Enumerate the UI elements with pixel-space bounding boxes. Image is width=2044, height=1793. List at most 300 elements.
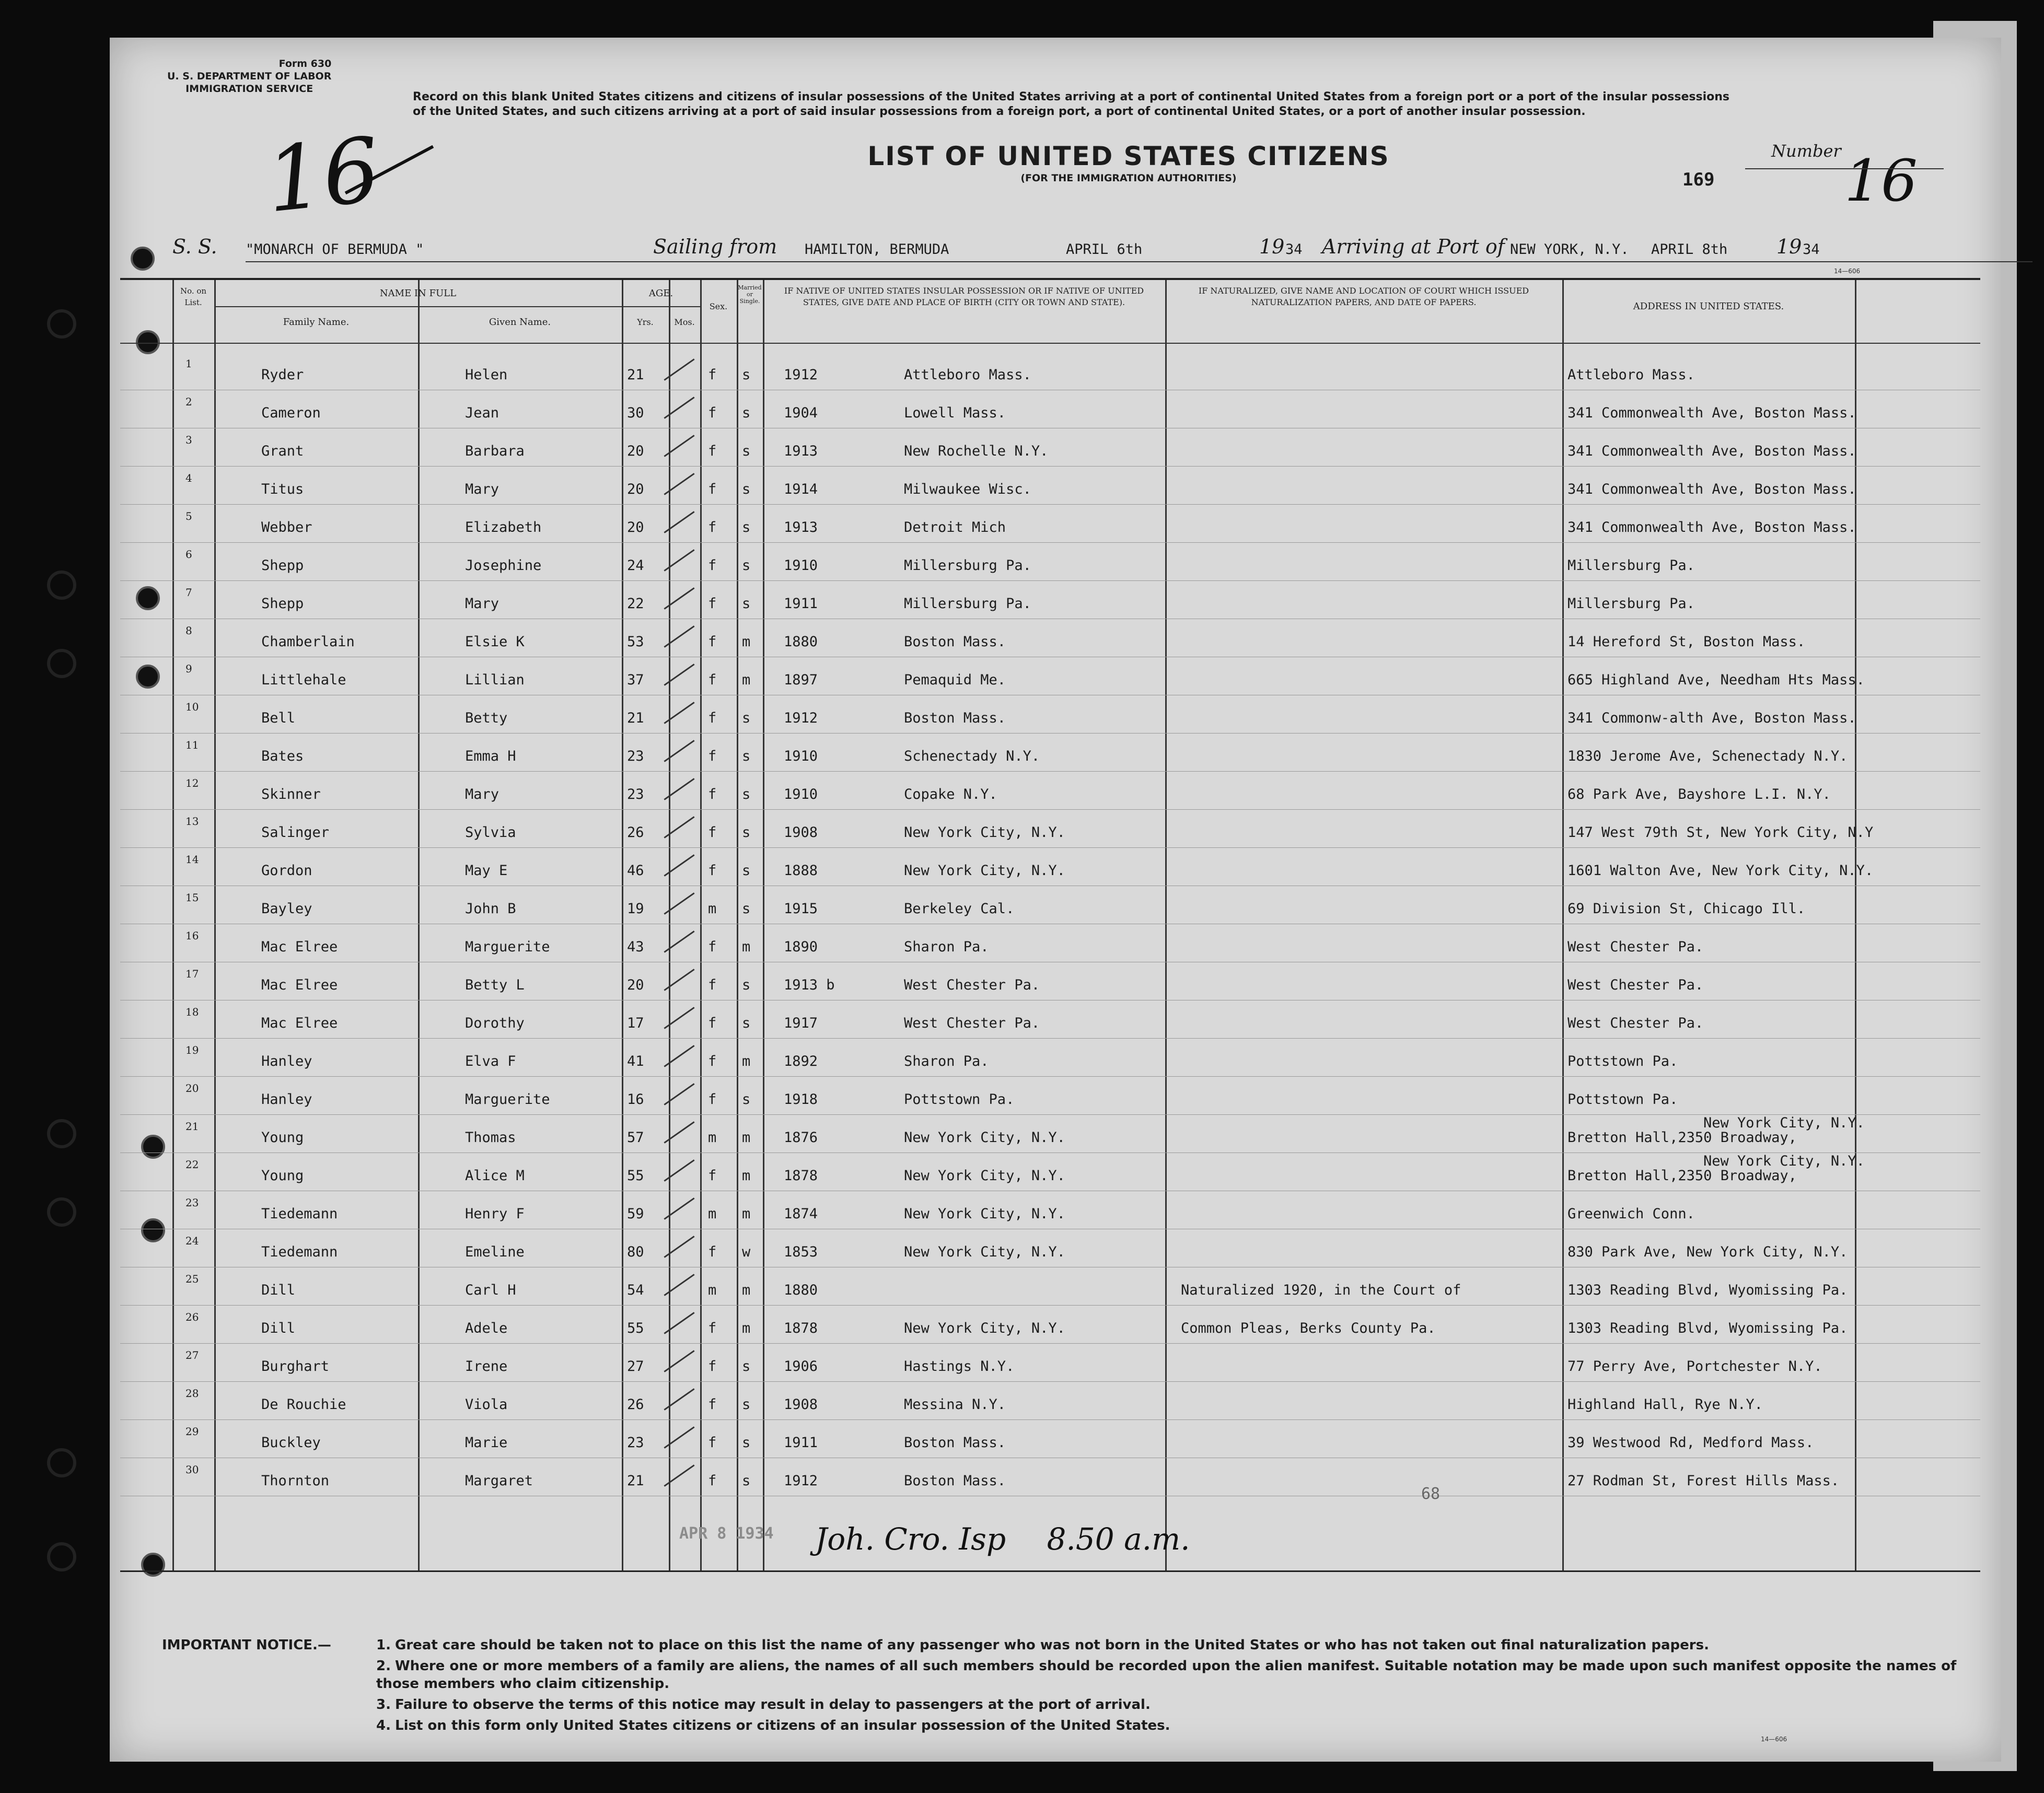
notice-text: Where one or more members of a family are aliens, the names of all such members should be recorded upon the alien manifest. Suitable notation may be made upon such manifest opposite the names of those members who claim citizenship. xyxy=(376,1658,1957,1692)
given-name: Alice M xyxy=(465,1168,525,1184)
sex: f xyxy=(708,1435,717,1451)
birth-place: Hastings N.Y. xyxy=(904,1358,1015,1375)
birth-year: 1910 xyxy=(784,748,818,764)
marital-status: s xyxy=(742,1473,751,1489)
table-row xyxy=(120,696,1980,735)
age-years: 22 xyxy=(627,596,644,612)
row-number: 16 xyxy=(185,929,199,942)
address: 830 Park Ave, New York City, N.Y. xyxy=(1567,1244,1848,1260)
naturalization: Common Pleas, Berks County Pa. xyxy=(1181,1320,1436,1336)
check-mark xyxy=(664,1197,694,1220)
check-mark xyxy=(664,587,694,610)
given-name: Mary xyxy=(465,786,500,802)
sex: f xyxy=(708,863,717,879)
given-name: Margaret xyxy=(465,1473,533,1489)
table-row xyxy=(120,925,1980,964)
number-label: Number xyxy=(1771,141,1841,161)
table-row xyxy=(120,1002,1980,1040)
table-row xyxy=(120,811,1980,849)
sex: f xyxy=(708,710,717,726)
arrival-year: 34 xyxy=(1803,241,1820,258)
given-name: Henry F xyxy=(465,1206,525,1222)
given-name: Jean xyxy=(465,405,500,421)
notice-item xyxy=(376,1696,1996,1714)
check-mark xyxy=(664,1388,694,1411)
birth-place: Messina N.Y. xyxy=(904,1396,1006,1413)
address: West Chester Pa. xyxy=(1567,939,1704,955)
binder-ring xyxy=(47,309,76,339)
row-number: 8 xyxy=(185,624,192,637)
birth-year: 1904 xyxy=(784,405,818,421)
address: 665 Highland Ave, Needham Hts Mass. xyxy=(1567,672,1865,688)
naturalization: Naturalized 1920, in the Court of xyxy=(1181,1282,1461,1298)
age-years: 55 xyxy=(627,1320,644,1336)
address: Millersburg Pa. xyxy=(1567,596,1695,612)
marital-status: s xyxy=(742,824,751,841)
given-name: May E xyxy=(465,863,508,879)
row-number: 17 xyxy=(185,968,199,980)
row-number: 18 xyxy=(185,1006,199,1018)
address: 147 West 79th St, New York City, N.Y xyxy=(1567,824,1874,841)
check-mark xyxy=(664,549,694,572)
age-years: 21 xyxy=(627,367,644,383)
birth-year: 1917 xyxy=(784,1015,818,1031)
row-number: 30 xyxy=(185,1463,199,1476)
family-name: De Rouchie xyxy=(261,1396,346,1413)
given-name: Barbara xyxy=(465,443,525,459)
birth-year: 1910 xyxy=(784,786,818,802)
age-years: 23 xyxy=(627,748,644,764)
birth-place: New York City, N.Y. xyxy=(904,1320,1065,1336)
notice-text: Failure to observe the terms of this notice may result in delay to passengers at the port of arrival. xyxy=(395,1697,1151,1713)
row-number: 23 xyxy=(185,1196,199,1209)
ship-name: "MONARCH OF BERMUDA " xyxy=(246,241,424,258)
family-name: Shepp xyxy=(261,596,304,612)
marital-status: s xyxy=(742,481,751,497)
family-name: Salinger xyxy=(261,824,330,841)
age-years: 26 xyxy=(627,824,644,841)
birth-year: 1878 xyxy=(784,1168,818,1184)
birth-place: Boston Mass. xyxy=(904,1473,1006,1489)
header-years: Yrs. xyxy=(637,317,654,327)
row-number: 4 xyxy=(185,472,192,484)
birth-place: New York City, N.Y. xyxy=(904,863,1065,879)
birth-place: New York City, N.Y. xyxy=(904,1130,1065,1146)
address: Highland Hall, Rye N.Y. xyxy=(1567,1396,1763,1413)
given-name: Dorothy xyxy=(465,1015,525,1031)
age-years: 27 xyxy=(627,1358,644,1375)
header-family-name: Family Name. xyxy=(283,317,350,328)
birth-place: Schenectady N.Y. xyxy=(904,748,1040,764)
birth-place: Berkeley Cal. xyxy=(904,901,1015,917)
family-name: Littlehale xyxy=(261,672,346,688)
arriving-label: Arriving at Port of xyxy=(1322,235,1505,258)
notice-text: Great care should be taken not to place on this list the name of any passenger who was not born in the United States or who has not taken out final naturalization papers. xyxy=(395,1637,1709,1653)
service-name: IMMIGRATION SERVICE xyxy=(185,83,313,95)
marital-status: s xyxy=(742,1396,751,1413)
table-row xyxy=(120,620,1980,659)
age-years: 59 xyxy=(627,1206,644,1222)
age-years: 20 xyxy=(627,443,644,459)
table-row xyxy=(120,1268,1980,1307)
row-number: 25 xyxy=(185,1273,199,1285)
marital-status: s xyxy=(742,977,751,993)
birth-year: 1908 xyxy=(784,824,818,841)
check-mark xyxy=(664,1350,694,1372)
birth-year: 1874 xyxy=(784,1206,818,1222)
address: Pottstown Pa. xyxy=(1567,1091,1678,1108)
page-mark: 68 xyxy=(1421,1485,1441,1503)
birth-year: 1918 xyxy=(784,1091,818,1108)
birth-place: Pottstown Pa. xyxy=(904,1091,1015,1108)
age-years: 20 xyxy=(627,481,644,497)
table-row xyxy=(120,735,1980,773)
birth-year: 1913 xyxy=(784,519,818,535)
corner-handwritten-number: 16 xyxy=(261,118,385,233)
row-number: 27 xyxy=(185,1349,199,1361)
check-mark xyxy=(664,473,694,495)
address: 1830 Jerome Ave, Schenectady N.Y. xyxy=(1567,748,1848,764)
marital-status: s xyxy=(742,596,751,612)
row-number: 29 xyxy=(185,1425,199,1438)
notice-item xyxy=(376,1717,1996,1734)
notice-number: 1. xyxy=(376,1637,391,1653)
voyage-underline xyxy=(246,261,2033,262)
age-years: 20 xyxy=(627,519,644,535)
marital-status: s xyxy=(742,748,751,764)
given-name: Marguerite xyxy=(465,1091,550,1108)
age-years: 41 xyxy=(627,1053,644,1069)
family-name: Young xyxy=(261,1130,304,1146)
print-code-footer: 14—606 xyxy=(1761,1736,1787,1743)
birth-place: Copake N.Y. xyxy=(904,786,997,802)
address: Bretton Hall,2350 Broadway, xyxy=(1567,1168,1797,1184)
family-name: Grant xyxy=(261,443,304,459)
birth-place: Sharon Pa. xyxy=(904,1053,989,1069)
age-years: 23 xyxy=(627,1435,644,1451)
age-years: 46 xyxy=(627,863,644,879)
page-title: LIST OF UNITED STATES CITIZENS xyxy=(867,141,1390,171)
row-number: 9 xyxy=(185,662,192,675)
check-mark xyxy=(664,435,694,457)
sex: f xyxy=(708,1053,717,1069)
family-name: Bates xyxy=(261,748,304,764)
notice-number: 2. xyxy=(376,1658,391,1674)
given-name: Elizabeth xyxy=(465,519,542,535)
check-mark xyxy=(664,816,694,839)
birth-year: 1876 xyxy=(784,1130,818,1146)
manifest-sheet xyxy=(110,38,2001,1762)
age-years: 57 xyxy=(627,1130,644,1146)
table-row xyxy=(120,887,1980,926)
check-mark xyxy=(664,1121,694,1144)
notice-number: 4. xyxy=(376,1718,391,1733)
family-name: Hanley xyxy=(261,1053,312,1069)
row-number: 2 xyxy=(185,395,192,408)
birth-place: New York City, N.Y. xyxy=(904,824,1065,841)
birth-year: 1897 xyxy=(784,672,818,688)
sex: f xyxy=(708,1168,717,1184)
inspector-signature xyxy=(815,1521,1190,1557)
birth-year: 1911 xyxy=(784,596,818,612)
row-number: 7 xyxy=(185,586,192,599)
birth-year: 1914 xyxy=(784,481,818,497)
address: Pottstown Pa. xyxy=(1567,1053,1678,1069)
printed-list-number: 169 xyxy=(1682,169,1715,190)
birth-year: 1890 xyxy=(784,939,818,955)
sex: m xyxy=(708,1206,717,1222)
age-years: 37 xyxy=(627,672,644,688)
birth-year: 1892 xyxy=(784,1053,818,1069)
marital-status: s xyxy=(742,1435,751,1451)
age-years: 53 xyxy=(627,634,644,650)
family-name: Mac Elree xyxy=(261,1015,338,1031)
marital-status: s xyxy=(742,1358,751,1375)
age-years: 55 xyxy=(627,1168,644,1184)
table-row xyxy=(120,391,1980,430)
birth-place: New York City, N.Y. xyxy=(904,1244,1065,1260)
sex: f xyxy=(708,405,717,421)
age-years: 54 xyxy=(627,1282,644,1298)
sex: f xyxy=(708,786,717,802)
arrival-stamp: APR 8 1934 xyxy=(679,1524,774,1543)
check-mark xyxy=(664,663,694,686)
given-name: Betty L xyxy=(465,977,525,993)
sex: m xyxy=(708,1130,717,1146)
given-name: Carl H xyxy=(465,1282,516,1298)
family-name: Chamberlain xyxy=(261,634,355,650)
row-number: 22 xyxy=(185,1158,199,1171)
address: Bretton Hall,2350 Broadway, xyxy=(1567,1130,1797,1146)
address-line-2: New York City, N.Y. xyxy=(1703,1115,1865,1131)
given-name: Thomas xyxy=(465,1130,516,1146)
binder-ring xyxy=(47,570,76,600)
family-name: Bell xyxy=(261,710,296,726)
check-mark xyxy=(664,511,694,533)
marital-status: s xyxy=(742,405,751,421)
birth-year: 1911 xyxy=(784,1435,818,1451)
address-line-2: New York City, N.Y. xyxy=(1703,1153,1865,1169)
birth-year: 1912 xyxy=(784,1473,818,1489)
table-row xyxy=(120,1078,1980,1116)
birth-year: 1912 xyxy=(784,710,818,726)
table-row xyxy=(120,1421,1980,1460)
given-name: Marguerite xyxy=(465,939,550,955)
sex: f xyxy=(708,977,717,993)
notice-lead: IMPORTANT NOTICE.— xyxy=(162,1637,331,1653)
sex: f xyxy=(708,1473,717,1489)
table-row xyxy=(120,773,1980,811)
marital-status: s xyxy=(742,901,751,917)
print-code: 14—606 xyxy=(1834,267,1861,275)
header-age: AGE. xyxy=(648,288,673,299)
marital-status: m xyxy=(742,672,751,688)
check-mark xyxy=(664,358,694,381)
row-number: 5 xyxy=(185,510,192,522)
table-row xyxy=(120,1040,1980,1078)
age-years: 43 xyxy=(627,939,644,955)
family-name: Titus xyxy=(261,481,304,497)
row-number: 26 xyxy=(185,1311,199,1323)
form-number: Form 630 xyxy=(278,58,332,69)
passenger-table xyxy=(120,278,1980,1572)
table-row xyxy=(120,963,1980,1002)
birth-place: Millersburg Pa. xyxy=(904,557,1031,574)
header-no: No. on List. xyxy=(180,286,207,307)
punch-hole xyxy=(131,247,155,271)
sex: f xyxy=(708,1396,717,1413)
marital-status: m xyxy=(742,1053,751,1069)
year-prefix: 19 xyxy=(1259,235,1285,258)
given-name: Helen xyxy=(465,367,508,383)
header-given-name: Given Name. xyxy=(489,317,551,328)
row-number: 24 xyxy=(185,1235,199,1247)
birth-year: 1853 xyxy=(784,1244,818,1260)
sex: f xyxy=(708,481,717,497)
header-birth: IF NATIVE OF UNITED STATES INSULAR POSSESSION OR IF NATIVE OF UNITED STATES, GIVE DATE AND PLACE OF BIRTH (CITY OR TOWN AND STATE). xyxy=(784,286,1144,307)
family-name: Young xyxy=(261,1168,304,1184)
table-row xyxy=(120,1459,1980,1498)
address: 68 Park Ave, Bayshore L.I. N.Y. xyxy=(1567,786,1831,802)
given-name: Betty xyxy=(465,710,508,726)
marital-status: m xyxy=(742,1320,751,1336)
header-naturalized: IF NATURALIZED, GIVE NAME AND LOCATION OF COURT WHICH ISSUED NATURALIZATION PAPERS, AND DATE OF PAPERS. xyxy=(1198,286,1529,307)
given-name: John B xyxy=(465,901,516,917)
arrival-date: APRIL 8th xyxy=(1651,241,1728,258)
table-row xyxy=(120,658,1980,697)
inspector-name: Joh. Cro. Isp xyxy=(815,1521,1006,1557)
check-mark xyxy=(664,1236,694,1258)
table-row xyxy=(120,582,1980,621)
sex: f xyxy=(708,1244,717,1260)
sex: f xyxy=(708,1015,717,1031)
birth-year: 1906 xyxy=(784,1358,818,1375)
birth-year: 1888 xyxy=(784,863,818,879)
marital-status: s xyxy=(742,710,751,726)
sex: f xyxy=(708,672,717,688)
notice-number: 3. xyxy=(376,1697,391,1713)
sex: m xyxy=(708,1282,717,1298)
age-years: 19 xyxy=(627,901,644,917)
check-mark xyxy=(664,1464,694,1487)
marital-status: m xyxy=(742,1168,751,1184)
marital-status: s xyxy=(742,863,751,879)
family-name: Mac Elree xyxy=(261,939,338,955)
birth-place: Lowell Mass. xyxy=(904,405,1006,421)
family-name: Shepp xyxy=(261,557,304,574)
sex: f xyxy=(708,1358,717,1375)
check-mark xyxy=(664,969,694,991)
birth-year: 1912 xyxy=(784,367,818,383)
given-name: Sylvia xyxy=(465,824,516,841)
check-mark xyxy=(664,397,694,419)
marital-status: s xyxy=(742,367,751,383)
address: 341 Commonw-alth Ave, Boston Mass. xyxy=(1567,710,1856,726)
check-mark xyxy=(664,778,694,800)
family-name: Thornton xyxy=(261,1473,330,1489)
binder-ring xyxy=(47,1197,76,1227)
table-row xyxy=(120,544,1980,583)
family-name: Mac Elree xyxy=(261,977,338,993)
address: 14 Hereford St, Boston Mass. xyxy=(1567,634,1806,650)
row-number: 10 xyxy=(185,701,199,713)
family-name: Bayley xyxy=(261,901,312,917)
birth-year: 1910 xyxy=(784,557,818,574)
sex: f xyxy=(708,824,717,841)
given-name: Emeline xyxy=(465,1244,525,1260)
family-name: Webber xyxy=(261,519,312,535)
page-subtitle: (FOR THE IMMIGRATION AUTHORITIES) xyxy=(1020,172,1237,184)
table-row xyxy=(120,1345,1980,1383)
birth-year: 1908 xyxy=(784,1396,818,1413)
sex: f xyxy=(708,748,717,764)
sex: f xyxy=(708,1091,717,1108)
address: West Chester Pa. xyxy=(1567,1015,1704,1031)
age-years: 24 xyxy=(627,557,644,574)
row-number: 13 xyxy=(185,815,199,828)
header-address: ADDRESS IN UNITED STATES. xyxy=(1633,301,1784,312)
table-row xyxy=(120,1154,1980,1193)
check-mark xyxy=(664,1045,694,1067)
notice-list xyxy=(376,1636,1996,1738)
marital-status: s xyxy=(742,1015,751,1031)
notice-item xyxy=(376,1636,1996,1654)
address: 27 Rodman St, Forest Hills Mass. xyxy=(1567,1473,1840,1489)
row-number: 12 xyxy=(185,777,199,789)
sex: f xyxy=(708,519,717,535)
departure-year: 34 xyxy=(1285,241,1303,258)
marital-status: m xyxy=(742,939,751,955)
check-mark xyxy=(664,1274,694,1296)
birth-place: New York City, N.Y. xyxy=(904,1168,1065,1184)
marital-status: s xyxy=(742,786,751,802)
birth-year: 1880 xyxy=(784,1282,818,1298)
form-instructions: Record on this blank United States citizens and citizens of insular possessions of the United States arriving at a port of continental United States from a foreign port or a port of the insular possessions of the United States, and such citizens arriving at a port of said insular possessions from a foreign port, a port of continental United States, or a port of another insular possession. xyxy=(413,90,1729,118)
table-row xyxy=(120,1307,1980,1345)
birth-year: 1913 xyxy=(784,443,818,459)
birth-place: New Rochelle N.Y. xyxy=(904,443,1049,459)
marital-status: m xyxy=(742,1130,751,1146)
row-number: 1 xyxy=(185,357,192,370)
table-row xyxy=(120,353,1980,392)
check-mark xyxy=(664,930,694,953)
row-number: 20 xyxy=(185,1082,199,1095)
address: 39 Westwood Rd, Medford Mass. xyxy=(1567,1435,1814,1451)
given-name: Mary xyxy=(465,481,500,497)
marital-status: s xyxy=(742,557,751,574)
family-name: Skinner xyxy=(261,786,321,802)
notice-text: List on this form only United States citizens or citizens of an insular possession of the United States. xyxy=(395,1718,1170,1733)
family-name: Hanley xyxy=(261,1091,312,1108)
address: Millersburg Pa. xyxy=(1567,557,1695,574)
family-name: Tiedemann xyxy=(261,1206,338,1222)
birth-year: 1915 xyxy=(784,901,818,917)
check-mark xyxy=(664,1083,694,1105)
address: 341 Commonwealth Ave, Boston Mass. xyxy=(1567,443,1856,459)
sex: f xyxy=(708,1320,717,1336)
marital-status: m xyxy=(742,1206,751,1222)
sex: f xyxy=(708,634,717,650)
table-row xyxy=(120,1192,1980,1231)
birth-place: West Chester Pa. xyxy=(904,1015,1040,1031)
given-name: Adele xyxy=(465,1320,508,1336)
departure-date: APRIL 6th xyxy=(1066,241,1143,258)
year-prefix-2: 19 xyxy=(1776,235,1802,258)
marital-status: s xyxy=(742,519,751,535)
birth-place: Attleboro Mass. xyxy=(904,367,1031,383)
given-name: Mary xyxy=(465,596,500,612)
marital-status: m xyxy=(742,1282,751,1298)
